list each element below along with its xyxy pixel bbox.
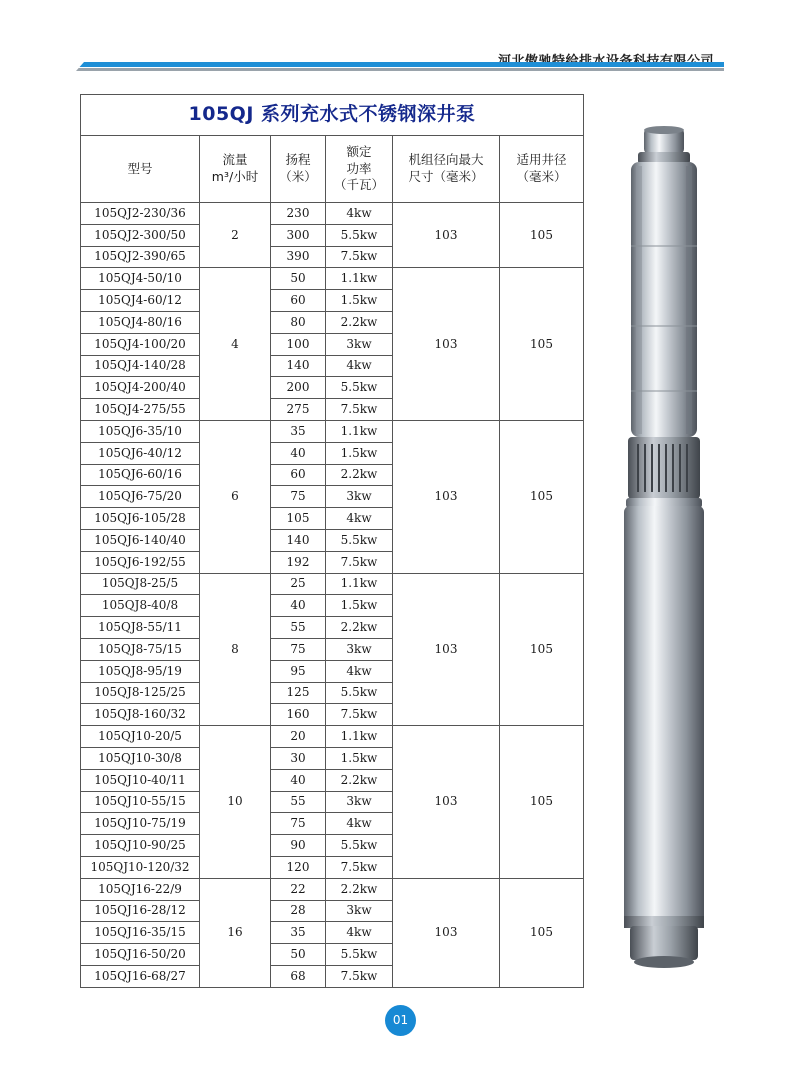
- power-cell: 7.5kw: [326, 856, 393, 878]
- model-cell: 105QJ4-60/12: [81, 290, 200, 312]
- model-cell: 105QJ8-95/19: [81, 660, 200, 682]
- model-cell: 105QJ6-75/20: [81, 486, 200, 508]
- head-cell: 50: [271, 268, 326, 290]
- table-row: [81, 573, 584, 595]
- head-cell: 75: [271, 486, 326, 508]
- power-cell: 2.2kw: [326, 311, 393, 333]
- model-cell: 105QJ16-50/20: [81, 944, 200, 966]
- power-cell: 7.5kw: [326, 965, 393, 987]
- head-cell: 140: [271, 355, 326, 377]
- head-cell: 25: [271, 573, 326, 595]
- model-cell: 105QJ10-75/19: [81, 813, 200, 835]
- head-cell: 30: [271, 747, 326, 769]
- head-cell: 35: [271, 420, 326, 442]
- head-cell: 60: [271, 464, 326, 486]
- well-cell: 105: [500, 878, 584, 987]
- head-cell: 55: [271, 617, 326, 639]
- head-cell: 75: [271, 813, 326, 835]
- model-cell: 105QJ16-68/27: [81, 965, 200, 987]
- table-row: [81, 203, 584, 225]
- model-cell: 105QJ6-35/10: [81, 420, 200, 442]
- model-cell: 105QJ6-40/12: [81, 442, 200, 464]
- head-cell: 120: [271, 856, 326, 878]
- power-cell: 5.5kw: [326, 529, 393, 551]
- power-cell: 7.5kw: [326, 246, 393, 268]
- power-cell: 1.1kw: [326, 573, 393, 595]
- head-cell: 125: [271, 682, 326, 704]
- flow-cell: 16: [200, 878, 271, 987]
- head-cell: 68: [271, 965, 326, 987]
- head-cell: 50: [271, 944, 326, 966]
- head-cell: 40: [271, 595, 326, 617]
- pump-image: [614, 126, 714, 972]
- head-cell: 40: [271, 769, 326, 791]
- flow-cell: 8: [200, 573, 271, 726]
- head-cell: 60: [271, 290, 326, 312]
- header-rule-gray: [76, 68, 724, 71]
- head-cell: 100: [271, 333, 326, 355]
- head-cell: 275: [271, 399, 326, 421]
- model-cell: 105QJ4-140/28: [81, 355, 200, 377]
- power-cell: 2.2kw: [326, 464, 393, 486]
- model-cell: 105QJ2-300/50: [81, 224, 200, 246]
- power-cell: 5.5kw: [326, 835, 393, 857]
- model-cell: 105QJ8-75/15: [81, 638, 200, 660]
- model-cell: 105QJ8-160/32: [81, 704, 200, 726]
- power-cell: 5.5kw: [326, 224, 393, 246]
- model-cell: 105QJ6-60/16: [81, 464, 200, 486]
- head-cell: 75: [271, 638, 326, 660]
- model-cell: 105QJ8-40/8: [81, 595, 200, 617]
- head-cell: 160: [271, 704, 326, 726]
- head-cell: 40: [271, 442, 326, 464]
- model-cell: 105QJ10-55/15: [81, 791, 200, 813]
- flow-cell: 10: [200, 726, 271, 879]
- size-cell: 103: [393, 573, 500, 726]
- power-cell: 3kw: [326, 333, 393, 355]
- head-cell: 105: [271, 508, 326, 530]
- power-cell: 2.2kw: [326, 617, 393, 639]
- model-cell: 105QJ8-55/11: [81, 617, 200, 639]
- power-cell: 3kw: [326, 900, 393, 922]
- model-cell: 105QJ10-20/5: [81, 726, 200, 748]
- power-cell: 5.5kw: [326, 682, 393, 704]
- header-size: 机组径向最大 尺寸（毫米）: [393, 136, 500, 203]
- model-cell: 105QJ2-390/65: [81, 246, 200, 268]
- power-cell: 1.5kw: [326, 442, 393, 464]
- flow-cell: 2: [200, 203, 271, 268]
- head-cell: 140: [271, 529, 326, 551]
- head-cell: 200: [271, 377, 326, 399]
- well-cell: 105: [500, 268, 584, 421]
- power-cell: 4kw: [326, 922, 393, 944]
- power-cell: 1.5kw: [326, 290, 393, 312]
- head-cell: 20: [271, 726, 326, 748]
- table-row: [81, 726, 584, 748]
- power-cell: 4kw: [326, 508, 393, 530]
- power-cell: 7.5kw: [326, 551, 393, 573]
- well-cell: 105: [500, 726, 584, 879]
- power-cell: 1.5kw: [326, 747, 393, 769]
- model-cell: 105QJ10-40/11: [81, 769, 200, 791]
- head-cell: 192: [271, 551, 326, 573]
- head-cell: 35: [271, 922, 326, 944]
- model-cell: 105QJ4-80/16: [81, 311, 200, 333]
- power-cell: 1.1kw: [326, 268, 393, 290]
- header-head: 扬程 （米）: [271, 136, 326, 203]
- well-cell: 105: [500, 573, 584, 726]
- power-cell: 4kw: [326, 355, 393, 377]
- model-cell: 105QJ6-192/55: [81, 551, 200, 573]
- model-cell: 105QJ4-50/10: [81, 268, 200, 290]
- power-cell: 4kw: [326, 813, 393, 835]
- power-cell: 1.1kw: [326, 420, 393, 442]
- table-row: [81, 420, 584, 442]
- power-cell: 3kw: [326, 791, 393, 813]
- head-cell: 95: [271, 660, 326, 682]
- model-cell: 105QJ6-140/40: [81, 529, 200, 551]
- spec-table: [80, 94, 584, 988]
- model-cell: 105QJ4-200/40: [81, 377, 200, 399]
- power-cell: 1.1kw: [326, 726, 393, 748]
- size-cell: 103: [393, 420, 500, 573]
- table-row: [81, 268, 584, 290]
- table-row: [81, 878, 584, 900]
- head-cell: 230: [271, 203, 326, 225]
- size-cell: 103: [393, 726, 500, 879]
- model-cell: 105QJ2-230/36: [81, 203, 200, 225]
- model-cell: 105QJ6-105/28: [81, 508, 200, 530]
- head-cell: 22: [271, 878, 326, 900]
- header-rule-blue: [76, 62, 724, 67]
- size-cell: 103: [393, 268, 500, 421]
- model-cell: 105QJ10-120/32: [81, 856, 200, 878]
- header-power: 额定 功率 （千瓦）: [326, 136, 393, 203]
- head-cell: 80: [271, 311, 326, 333]
- flow-cell: 4: [200, 268, 271, 421]
- model-cell: 105QJ8-25/5: [81, 573, 200, 595]
- table-title: 105QJ 系列充水式不锈钢深井泵: [81, 95, 584, 136]
- power-cell: 7.5kw: [326, 704, 393, 726]
- header-well: 适用井径 （毫米）: [500, 136, 584, 203]
- flow-cell: 6: [200, 420, 271, 573]
- power-cell: 3kw: [326, 486, 393, 508]
- head-cell: 28: [271, 900, 326, 922]
- head-cell: 390: [271, 246, 326, 268]
- size-cell: 103: [393, 203, 500, 268]
- header-model: 型号: [81, 136, 200, 203]
- power-cell: 7.5kw: [326, 399, 393, 421]
- model-cell: 105QJ8-125/25: [81, 682, 200, 704]
- power-cell: 3kw: [326, 638, 393, 660]
- head-cell: 55: [271, 791, 326, 813]
- power-cell: 1.5kw: [326, 595, 393, 617]
- power-cell: 5.5kw: [326, 944, 393, 966]
- power-cell: 2.2kw: [326, 878, 393, 900]
- power-cell: 2.2kw: [326, 769, 393, 791]
- model-cell: 105QJ16-22/9: [81, 878, 200, 900]
- well-cell: 105: [500, 203, 584, 268]
- model-cell: 105QJ16-35/15: [81, 922, 200, 944]
- well-cell: 105: [500, 420, 584, 573]
- head-cell: 300: [271, 224, 326, 246]
- model-cell: 105QJ4-275/55: [81, 399, 200, 421]
- header-rule-tip: [76, 62, 84, 71]
- size-cell: 103: [393, 878, 500, 987]
- header-flow: 流量 m³/小时: [200, 136, 271, 203]
- model-cell: 105QJ16-28/12: [81, 900, 200, 922]
- power-cell: 5.5kw: [326, 377, 393, 399]
- power-cell: 4kw: [326, 660, 393, 682]
- model-cell: 105QJ4-100/20: [81, 333, 200, 355]
- page-number: 01: [385, 1005, 416, 1036]
- spec-table-body: [81, 203, 584, 988]
- model-cell: 105QJ10-90/25: [81, 835, 200, 857]
- head-cell: 90: [271, 835, 326, 857]
- power-cell: 4kw: [326, 203, 393, 225]
- model-cell: 105QJ10-30/8: [81, 747, 200, 769]
